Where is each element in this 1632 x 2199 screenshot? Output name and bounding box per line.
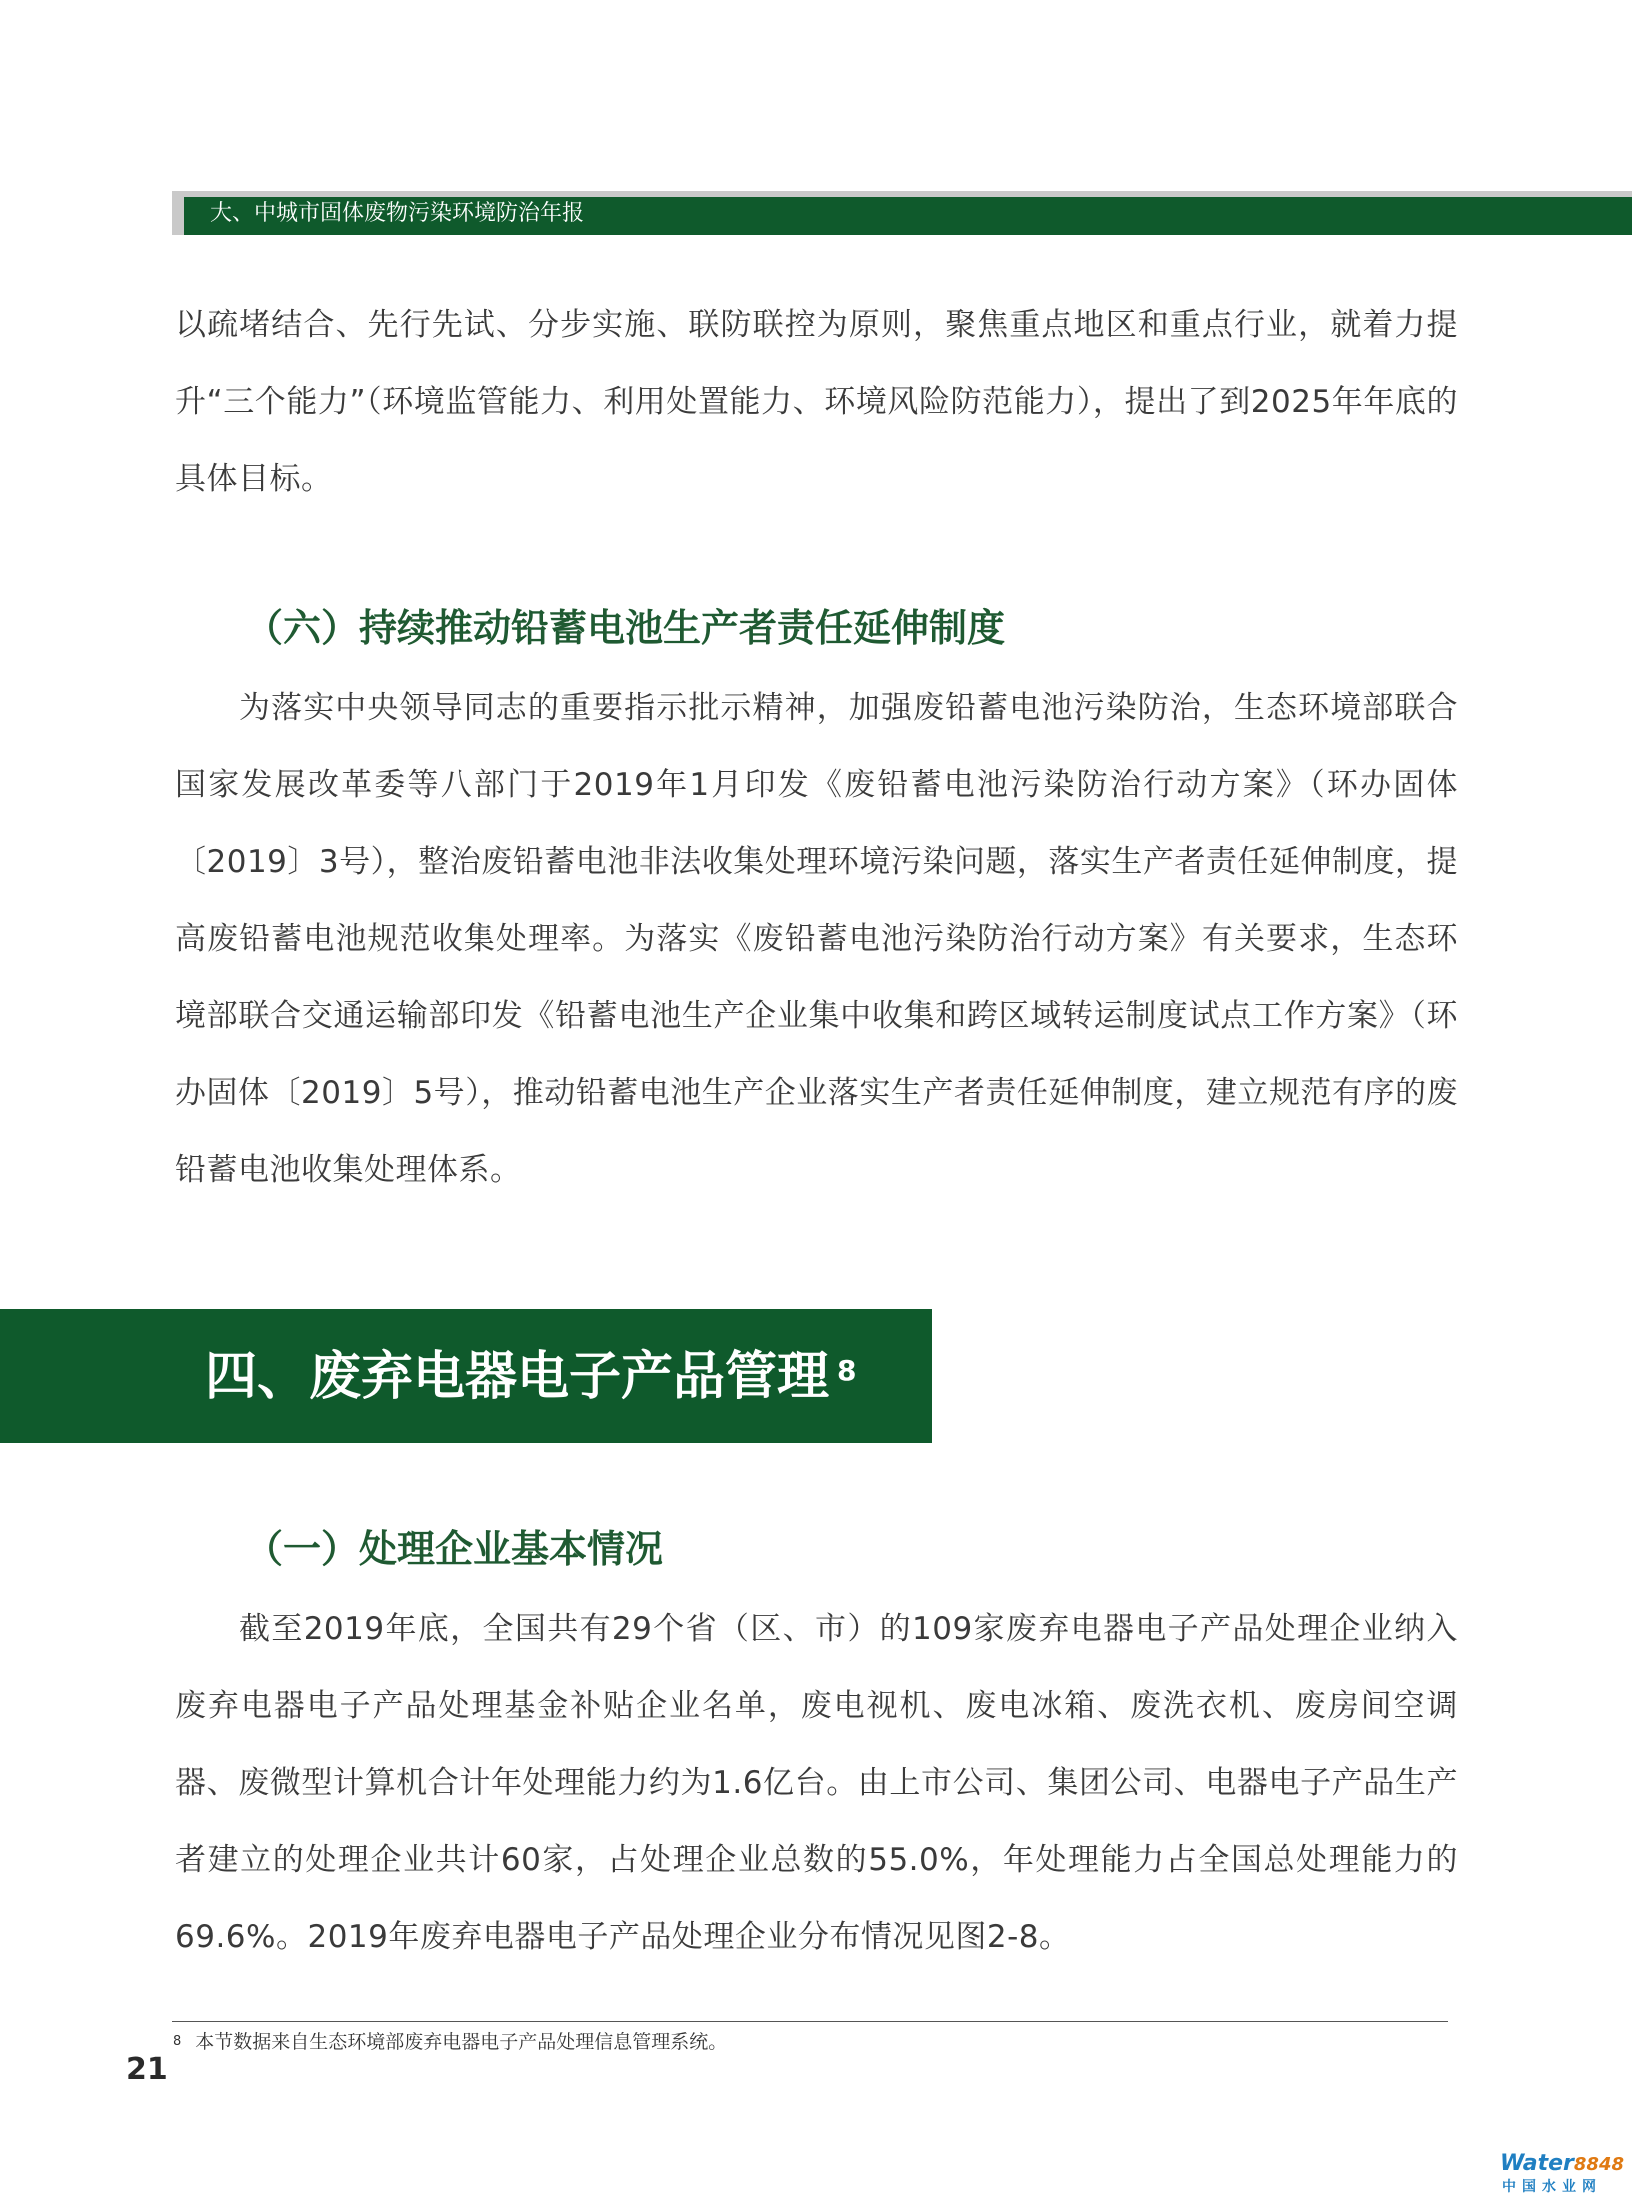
header-title: 大、中城市固体废物污染环境防治年报 [210, 201, 585, 226]
section-4-title-text: 四、废弃电器电子产品管理 [205, 1347, 830, 1407]
subsection-6-heading: （六）持续推动铅蓄电池生产者责任延伸制度 [245, 606, 1006, 650]
subsection-6-body: 为落实中央领导同志的重要指示批示精神，加强废铅蓄电池污染防治，生态环境部联合国家发展改革委等八部门于2019年1月印发《废铅蓄电池污染防治行动方案》（环办固体〔2019〕3号），整治废铅蓄电池非法收集处理环境污染问题，落实生产者责任延伸制度，提高废铅蓄电池规范收集处理率。为落实《废铅蓄电池污染防治行动方案》有关要求，生态环境部联合交通运输部印发《铅蓄电池生产企业集中收集和跨区域转运制度试点工作方案》（环办固体〔2019〕5号），推动铅蓄电池生产企业落实生产者责任延伸制度，建立规范有序的废铅蓄电池收集处理体系。 [175, 690, 1458, 1188]
subsection-1-heading: （一）处理企业基本情况 [245, 1527, 664, 1571]
footnote-divider [172, 2021, 1448, 2022]
footnote-mark: 8 [173, 2034, 182, 2049]
logo-wordmark [1500, 2152, 1624, 2177]
footnote-reference[interactable]: 8 [837, 1354, 857, 1387]
running-header [172, 191, 1632, 235]
footnote-text: 本节数据来自生态环境部废弃电器电子产品处理信息管理系统。 [195, 2031, 728, 2053]
section-4-title [205, 1347, 857, 1407]
page-number: 21 [126, 2052, 168, 2087]
logo-number: 8848 [1573, 2154, 1625, 2175]
water8848-logo[interactable] [1498, 2151, 1625, 2196]
subsection-1-body: 截至2019年底，全国共有29个省（区、市）的109家废弃电器电子产品处理企业纳入废弃电器电子产品处理基金补贴企业名单，废电视机、废电冰箱、废洗衣机、废房间空调器、废微型计算机合计年处理能力约为1.6亿台。由上市公司、集团公司、电器电子产品生产者建立的处理企业共计60家，占处理企业总数的55.0%，年处理能力占全国总处理能力的69.6%。2019年废弃电器电子产品处理企业分布情况见图2-8。 [175, 1611, 1458, 1955]
footnote [173, 2028, 727, 2056]
section-4-banner [0, 1309, 932, 1443]
logo-word: Water [1500, 2151, 1574, 2176]
intro-paragraph: 以疏堵结合、先行先试、分步实施、联防联控为原则，聚焦重点地区和重点行业，就着力提升“三个能力”（环境监管能力、利用处置能力、环境风险防范能力），提出了到2025年年底的具体目标。 [175, 307, 1458, 497]
logo-subtitle: 中国水业网 [1502, 2179, 1602, 2195]
